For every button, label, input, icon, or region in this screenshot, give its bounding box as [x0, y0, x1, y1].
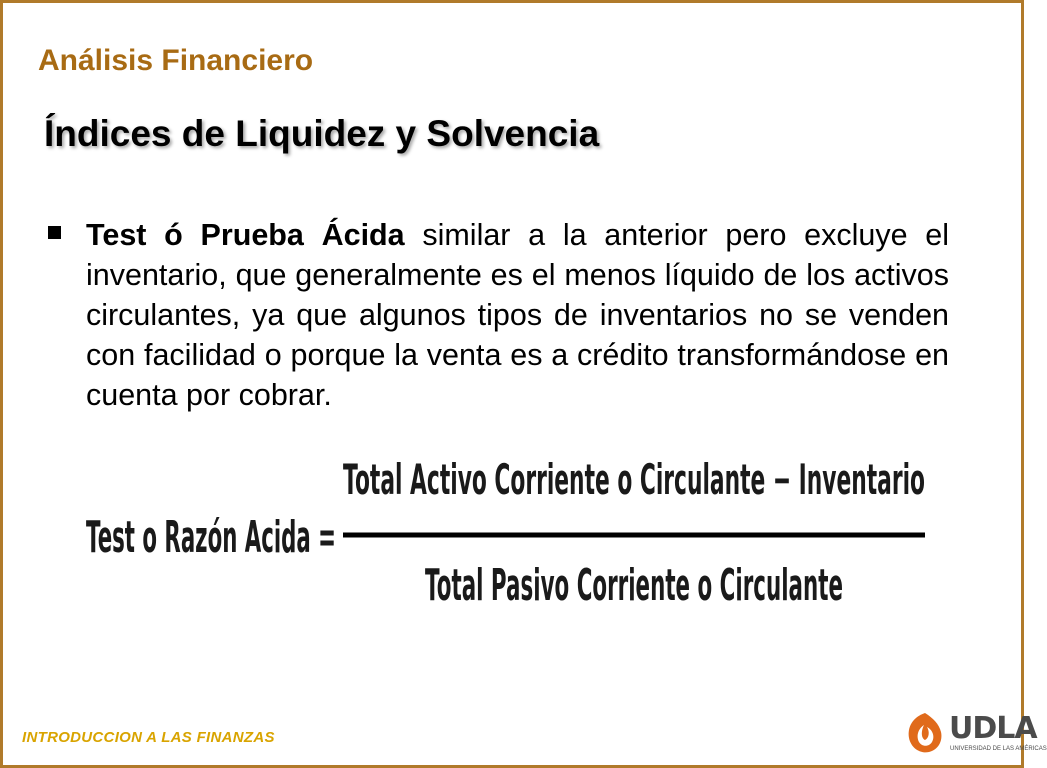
bullet-body: similar a la anterior pero excluye el inventario, que generalmente es el menos líquido de los activos circulantes, ya que algunos tipos de inventarios no se venden con facilidad o porque la venta es a crédito transformándose en cuenta por cobrar.: [86, 218, 949, 412]
slide-heading: Índices de Liquidez y Solvencia: [44, 113, 600, 154]
logo-name: UDLA: [949, 711, 1037, 746]
footer-course-title: INTRODUCCION A LAS FINANZAS: [22, 729, 275, 746]
formula-numerator: Total Activo Corriente o Circulante − Inventario: [343, 455, 925, 504]
bullet-term: Test ó Prueba Ácida: [86, 218, 405, 252]
formula-denominator: Total Pasivo Corriente o Circulante: [425, 560, 843, 611]
formula-lhs: Test o Razón Acida =: [86, 512, 336, 563]
udla-logo: [905, 709, 1047, 757]
udla-flame-icon: [905, 711, 945, 755]
section-title: Análisis Financiero: [38, 44, 314, 77]
logo-subtitle: UNIVERSIDAD DE LAS AMÉRICAS: [950, 746, 1047, 752]
